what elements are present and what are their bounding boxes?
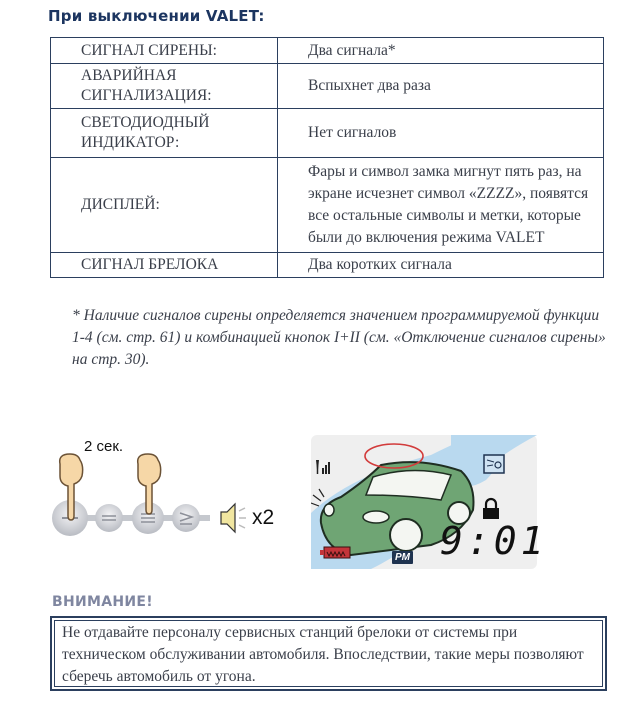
button-2[interactable]: [95, 504, 123, 532]
row-label: СИГНАЛ БРЕЛОКА: [51, 253, 278, 278]
footnote: * Наличие сигналов сирены определяется значением программируемой функции 1-4 (см. стр. 61) и комбинацией кнопок I+II (см. «Отключение сигналов сирены» на стр. 30).: [72, 307, 606, 368]
table-row: [51, 64, 604, 109]
table-row: [51, 109, 604, 158]
battery-icon: [320, 547, 350, 558]
row-value: Нет сигналов: [278, 109, 604, 158]
warning-text: Не отдавайте персоналу сервисных станций брелоки от системы при техническом обслуживании автомобиля. Впоследствии, такие меры позволяют сберечь автомобиль от угона.: [54, 620, 603, 687]
shock-sensor-icon: [484, 455, 504, 473]
row-value: Вспыхнет два раза: [278, 64, 604, 109]
row-label: СИГНАЛ СИРЕНЫ:: [51, 38, 278, 64]
beep-count: x2: [252, 506, 275, 529]
button-press-diagram: [40, 432, 300, 542]
section-title: При выключении VALET:: [48, 7, 265, 25]
table-row: [51, 38, 604, 64]
row-label: АВАРИЙНАЯ СИГНАЛИЗАЦИЯ:: [51, 64, 278, 109]
warning-box: [50, 616, 607, 691]
row-label: СВЕТОДИОДНЫЙ ИНДИКАТОР:: [51, 109, 278, 158]
row-value: Фары и символ замка мигнут пять раз, на экране исчезнет символ «ZZZZ», появятся все остальные символы и метки, которые были до включения режима VALET: [278, 158, 604, 253]
warning-heading: ВНИМАНИЕ!: [52, 594, 153, 610]
row-label: ДИСПЛЕЙ:: [51, 158, 278, 253]
table-row: [51, 253, 604, 278]
row-value: Два сигнала*: [278, 38, 604, 64]
clock-readout: 9:01: [440, 519, 548, 563]
button-4[interactable]: [172, 504, 200, 532]
pm-indicator: PM: [392, 551, 413, 564]
valet-off-table: [50, 37, 604, 278]
speaker-icon: [221, 504, 246, 532]
row-value: Два коротких сигнала: [278, 253, 604, 278]
hold-duration-label: 2 сек.: [84, 438, 124, 455]
table-row: [51, 158, 604, 253]
